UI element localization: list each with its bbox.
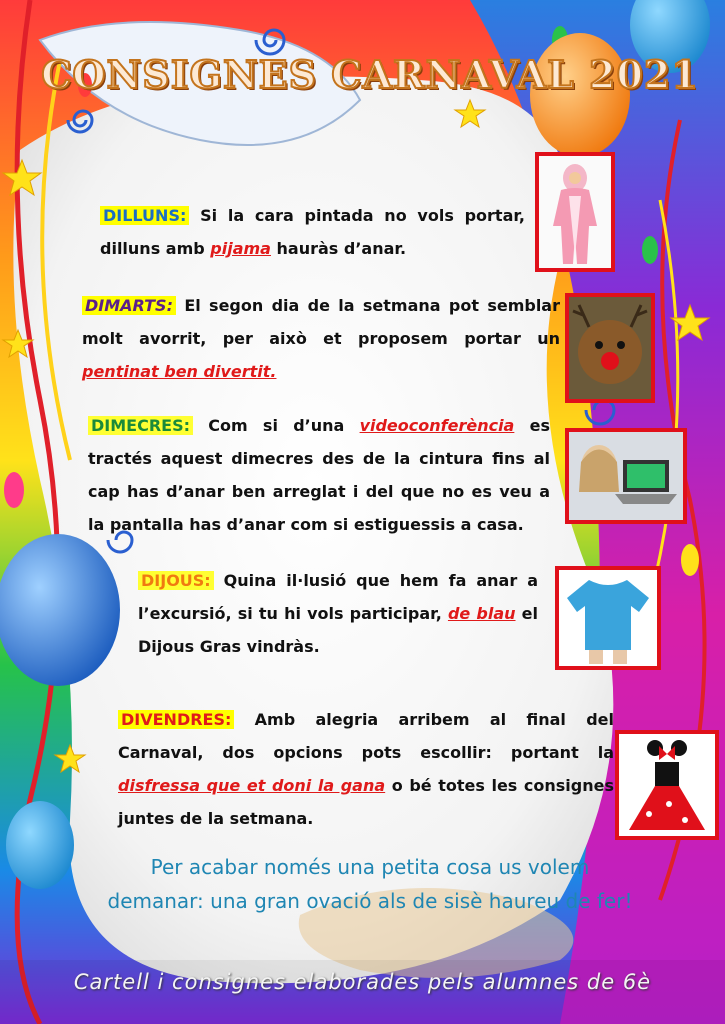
tuesday-text: El segon dia de la setmana pot semblar molt avorrit, per això et proposem portar un (82, 296, 560, 348)
day-label-friday: DIVENDRES: (118, 710, 234, 729)
child-at-laptop-image (565, 428, 687, 524)
t-shirt-icon (559, 570, 657, 666)
reindeer-hairstyle-image (565, 293, 655, 403)
blue-t-shirt-image (555, 566, 661, 670)
thursday-text: Quina il·lusió que hem fa anar a l’excursió, si tu hi vols participar, (138, 571, 538, 623)
friday-highlight: disfressa que et doni la gana (118, 776, 386, 795)
monday-instruction (100, 199, 525, 265)
pink-unicorn-pyjama-image (535, 152, 615, 272)
thursday-instruction (138, 564, 538, 663)
wednesday-text: Com si d’una (208, 416, 360, 435)
monday-text: Si la cara pintada no vols portar, dilluns amb (100, 206, 525, 258)
hairstyle-icon (569, 297, 651, 399)
friday-text: Amb alegria arribem al final del Carnaval, dos opcions pots escollir: portant la (118, 710, 614, 762)
wednesday-instruction (88, 409, 550, 541)
dress-icon (619, 734, 715, 836)
friday-text-end: o bé totes les consignes juntes de la setmana. (118, 776, 615, 828)
tuesday-highlight: pentinat ben divertit. (82, 362, 277, 381)
day-label-tuesday: DIMARTS: (82, 296, 176, 315)
closing-message: Per acabar només una petita cosa us volem demanar: una gran ovació als de sisè haureu de fer! (107, 855, 633, 913)
thursday-highlight: de blau (447, 604, 516, 623)
laptop-icon (569, 432, 683, 520)
poster-title: CONSIGNES CARNAVAL 2021 (41, 52, 699, 97)
minnie-costume-dress-image (615, 730, 719, 840)
friday-instruction (118, 703, 614, 835)
wednesday-highlight: videoconferència (359, 416, 515, 435)
tuesday-instruction (82, 289, 560, 388)
day-label-monday: DILLUNS: (100, 206, 189, 225)
monday-highlight: pijama (210, 239, 271, 258)
thursday-text-end: el Dijous Gras vindràs. (138, 604, 538, 656)
pyjama-icon (539, 156, 611, 268)
monday-text-end: hauràs d’anar. (270, 239, 407, 258)
day-label-wednesday: DIMECRES: (88, 416, 193, 435)
wednesday-text-end: es tractés aquest dimecres des de la cintura fins al cap has d’anar ben arreglat i del que no es veu a la pantalla has d’anar com si estiguessis a casa. (88, 416, 550, 534)
day-label-thursday: DIJOUS: (138, 571, 214, 590)
credits-footer: Cartell i consignes elaborades pels alumnes de 6è (73, 970, 652, 994)
